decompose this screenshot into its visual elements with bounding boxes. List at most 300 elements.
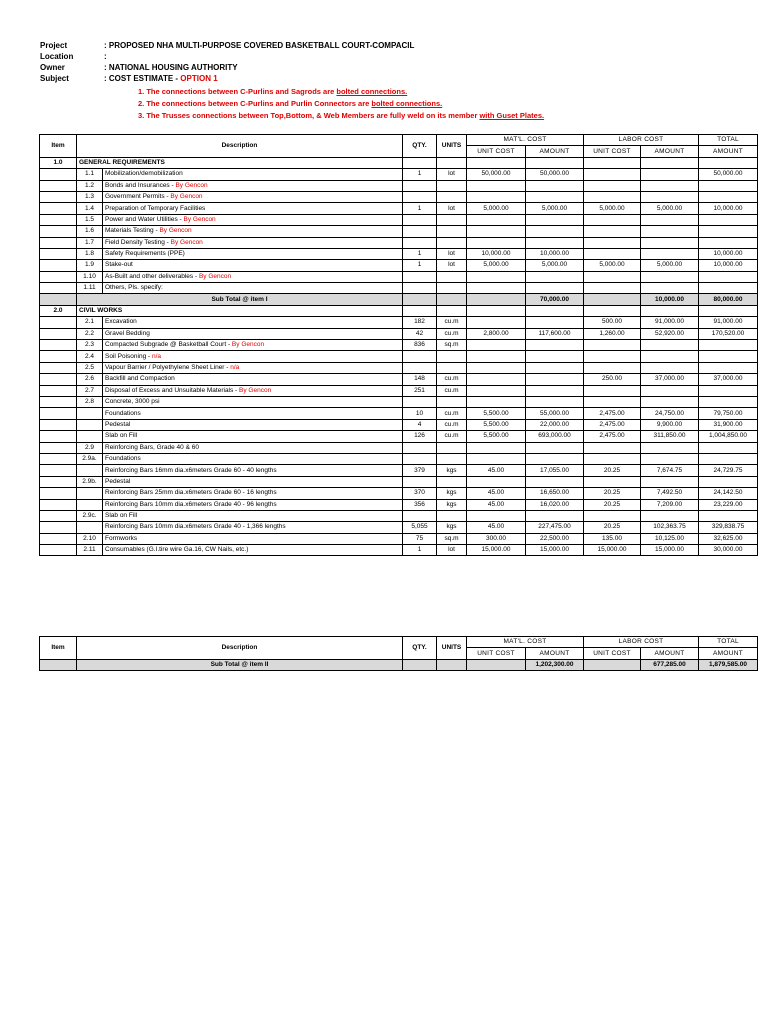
line-item-row bbox=[40, 408, 758, 419]
item-labor-unit-cost: 2,475.00 bbox=[584, 431, 641, 442]
item-description: Bonds and Insurances - By Gencon bbox=[103, 180, 403, 191]
item-units: lot bbox=[437, 248, 467, 259]
item-mat-amount: 17,055.00 bbox=[526, 465, 584, 476]
item-mat-unit-cost bbox=[467, 317, 526, 328]
item-units bbox=[437, 226, 467, 237]
item-number: 2.9c. bbox=[77, 510, 103, 521]
section-title: GENERAL REQUIREMENTS bbox=[77, 157, 403, 168]
item-qty bbox=[403, 191, 437, 202]
item-note: By Gencon bbox=[231, 341, 265, 349]
item-description: Formworks bbox=[103, 533, 403, 544]
col-item: Item bbox=[40, 135, 77, 158]
item-total bbox=[699, 385, 758, 396]
subtotal-labor: 10,000.00 bbox=[641, 294, 699, 305]
item-total bbox=[699, 226, 758, 237]
item-mat-amount: 16,650.00 bbox=[526, 488, 584, 499]
item-number bbox=[77, 499, 103, 510]
item-units: sq.m bbox=[437, 340, 467, 351]
header-row bbox=[40, 62, 414, 73]
item-units: cu.m bbox=[437, 374, 467, 385]
line-item-row bbox=[40, 317, 758, 328]
item-description: Excavation bbox=[103, 317, 403, 328]
item-labor-amount: 311,850.00 bbox=[641, 431, 699, 442]
item-mat-unit-cost bbox=[467, 510, 526, 521]
item-number: 2.7 bbox=[77, 385, 103, 396]
item-units bbox=[437, 237, 467, 248]
subtotal-label: Sub Total @ item II bbox=[77, 659, 403, 670]
item-mat-unit-cost bbox=[467, 374, 526, 385]
option-label: OPTION 1 bbox=[180, 74, 218, 83]
item-mat-amount: 227,475.00 bbox=[526, 522, 584, 533]
line-item-row bbox=[40, 442, 758, 453]
item-total: 31,900.00 bbox=[699, 419, 758, 430]
item-number: 2.4 bbox=[77, 351, 103, 362]
line-item-row bbox=[40, 522, 758, 533]
item-labor-amount: 37,000.00 bbox=[641, 374, 699, 385]
cell-empty bbox=[40, 408, 77, 419]
item-mat-amount: 5,000.00 bbox=[526, 260, 584, 271]
item-labor-amount: 10,125.00 bbox=[641, 533, 699, 544]
item-mat-amount bbox=[526, 374, 584, 385]
item-total: 24,729.75 bbox=[699, 465, 758, 476]
item-number: 2.2 bbox=[77, 328, 103, 339]
cell-empty bbox=[437, 294, 467, 305]
item-mat-amount: 16,020.00 bbox=[526, 499, 584, 510]
item-mat-amount bbox=[526, 396, 584, 407]
item-labor-unit-cost bbox=[584, 453, 641, 464]
cell-empty bbox=[40, 453, 77, 464]
cell-empty bbox=[40, 169, 77, 180]
item-labor-unit-cost bbox=[584, 214, 641, 225]
cell-empty bbox=[467, 659, 526, 670]
cell-empty bbox=[40, 180, 77, 191]
cell-empty bbox=[40, 191, 77, 202]
item-labor-unit-cost bbox=[584, 180, 641, 191]
item-description: Materials Testing - By Gencon bbox=[103, 226, 403, 237]
item-total bbox=[699, 453, 758, 464]
item-total bbox=[699, 476, 758, 487]
header-value: : PROPOSED NHA MULTI-PURPOSE COVERED BASKETBALL COURT-COMPACIL bbox=[104, 41, 415, 50]
item-description: Slab on Fill bbox=[103, 510, 403, 521]
item-labor-amount: 24,750.00 bbox=[641, 408, 699, 419]
cell-empty bbox=[403, 157, 437, 168]
item-mat-unit-cost: 15,000.00 bbox=[467, 545, 526, 556]
item-units bbox=[437, 476, 467, 487]
header-label: Subject bbox=[40, 74, 69, 83]
cell-empty bbox=[584, 294, 641, 305]
item-labor-amount: 7,209.00 bbox=[641, 499, 699, 510]
item-mat-amount: 50,000.00 bbox=[526, 169, 584, 180]
item-qty: 1 bbox=[403, 169, 437, 180]
item-labor-amount: 7,492.50 bbox=[641, 488, 699, 499]
item-total: 23,229.00 bbox=[699, 499, 758, 510]
col-qty: QTY. bbox=[403, 637, 437, 660]
item-labor-unit-cost bbox=[584, 237, 641, 248]
item-total bbox=[699, 283, 758, 294]
line-item-row bbox=[40, 453, 758, 464]
item-mat-unit-cost: 45.00 bbox=[467, 499, 526, 510]
item-qty: 75 bbox=[403, 533, 437, 544]
item-labor-amount: 9,900.00 bbox=[641, 419, 699, 430]
item-labor-unit-cost: 20.25 bbox=[584, 488, 641, 499]
cell-empty bbox=[40, 226, 77, 237]
item-note: By Gencon bbox=[159, 227, 192, 235]
item-total: 37,000.00 bbox=[699, 374, 758, 385]
item-mat-unit-cost bbox=[467, 396, 526, 407]
col-mat-amount: AMOUNT bbox=[526, 146, 584, 157]
line-item-row bbox=[40, 545, 758, 556]
subtotal-material: 1,202,300.00 bbox=[526, 659, 584, 670]
subtotal-material: 70,000.00 bbox=[526, 294, 584, 305]
item-units: lot bbox=[437, 203, 467, 214]
col-labor-unit-cost: UNIT COST bbox=[584, 146, 641, 157]
item-labor-amount bbox=[641, 180, 699, 191]
item-labor-unit-cost bbox=[584, 510, 641, 521]
line-item-row bbox=[40, 396, 758, 407]
item-total bbox=[699, 180, 758, 191]
item-labor-amount bbox=[641, 442, 699, 453]
item-total bbox=[699, 237, 758, 248]
item-mat-unit-cost: 5,500.00 bbox=[467, 431, 526, 442]
col-mat-cost: MAT'L. COST bbox=[467, 135, 584, 146]
item-mat-unit-cost bbox=[467, 283, 526, 294]
item-description: Gravel Bedding bbox=[103, 328, 403, 339]
header-value: : COST ESTIMATE - OPTION 1 bbox=[104, 74, 218, 83]
col-labor-amount: AMOUNT bbox=[641, 146, 699, 157]
item-total: 170,520.00 bbox=[699, 328, 758, 339]
item-units: lot bbox=[437, 260, 467, 271]
item-description: Preparation of Temporary Facilities bbox=[103, 203, 403, 214]
line-item-row bbox=[40, 465, 758, 476]
item-description: Government Permits - By Gencon bbox=[103, 191, 403, 202]
item-labor-unit-cost: 2,475.00 bbox=[584, 419, 641, 430]
item-labor-unit-cost bbox=[584, 191, 641, 202]
cell-empty bbox=[40, 510, 77, 521]
cell-empty bbox=[40, 419, 77, 430]
col-total: TOTAL bbox=[699, 637, 758, 648]
item-mat-amount bbox=[526, 442, 584, 453]
cell-empty bbox=[437, 305, 467, 316]
item-qty bbox=[403, 510, 437, 521]
item-labor-unit-cost: 20.25 bbox=[584, 522, 641, 533]
cell-empty bbox=[467, 305, 526, 316]
item-number: 2.6 bbox=[77, 374, 103, 385]
cell-empty bbox=[40, 351, 77, 362]
item-qty bbox=[403, 214, 437, 225]
item-mat-unit-cost: 45.00 bbox=[467, 488, 526, 499]
col-units: UNITS bbox=[437, 135, 467, 158]
line-item-row bbox=[40, 362, 758, 373]
item-qty: 5,055 bbox=[403, 522, 437, 533]
item-mat-unit-cost: 2,800.00 bbox=[467, 328, 526, 339]
col-labor-unit-cost: UNIT COST bbox=[584, 648, 641, 659]
cell-empty bbox=[467, 157, 526, 168]
item-labor-amount bbox=[641, 283, 699, 294]
item-total: 79,750.00 bbox=[699, 408, 758, 419]
cell-empty bbox=[40, 248, 77, 259]
item-labor-amount bbox=[641, 453, 699, 464]
item-qty bbox=[403, 453, 437, 464]
cell-empty bbox=[641, 157, 699, 168]
item-number: 1.1 bbox=[77, 169, 103, 180]
item-units: cu.m bbox=[437, 385, 467, 396]
item-mat-unit-cost bbox=[467, 362, 526, 373]
item-total bbox=[699, 442, 758, 453]
cell-empty bbox=[437, 157, 467, 168]
col-mat-amount: AMOUNT bbox=[526, 648, 584, 659]
item-labor-unit-cost: 20.25 bbox=[584, 465, 641, 476]
item-note: By Gencon bbox=[175, 181, 208, 189]
cell-empty bbox=[40, 499, 77, 510]
header-value: : bbox=[104, 52, 107, 61]
item-number: 2.3 bbox=[77, 340, 103, 351]
note-line: 2. The connections between C-Purlins and Purlin Connectors are bolted connections. bbox=[138, 99, 443, 108]
line-item-row bbox=[40, 351, 758, 362]
cell-empty bbox=[40, 214, 77, 225]
section-title: CIVIL WORKS bbox=[77, 305, 403, 316]
item-labor-unit-cost bbox=[584, 396, 641, 407]
item-mat-unit-cost bbox=[467, 191, 526, 202]
item-total bbox=[699, 351, 758, 362]
col-mat-unit-cost: UNIT COST bbox=[467, 146, 526, 157]
connection-notes bbox=[138, 86, 544, 122]
item-units bbox=[437, 442, 467, 453]
col-total-amount: AMOUNT bbox=[699, 146, 758, 157]
item-mat-amount bbox=[526, 351, 584, 362]
note-line: 3. The Trusses connections between Top,Bottom, & Web Members are fully weld on its member with Guset Plates. bbox=[138, 111, 545, 120]
cell-empty bbox=[40, 340, 77, 351]
cell-empty bbox=[40, 260, 77, 271]
item-qty: 4 bbox=[403, 419, 437, 430]
item-labor-unit-cost: 250.00 bbox=[584, 374, 641, 385]
item-total: 10,000.00 bbox=[699, 248, 758, 259]
item-labor-amount bbox=[641, 396, 699, 407]
item-total: 50,000.00 bbox=[699, 169, 758, 180]
item-description: Pedestal bbox=[103, 476, 403, 487]
line-item-row bbox=[40, 476, 758, 487]
cell-empty bbox=[40, 328, 77, 339]
item-labor-unit-cost bbox=[584, 340, 641, 351]
item-description: Vapour Barrier / Polyethylene Sheet Liner - n/a bbox=[103, 362, 403, 373]
item-total: 10,000.00 bbox=[699, 203, 758, 214]
col-units: UNITS bbox=[437, 637, 467, 660]
item-mat-amount bbox=[526, 340, 584, 351]
item-total bbox=[699, 191, 758, 202]
cell-empty bbox=[403, 294, 437, 305]
col-qty: QTY. bbox=[403, 135, 437, 158]
line-item-row bbox=[40, 488, 758, 499]
line-item-row bbox=[40, 419, 758, 430]
item-labor-amount bbox=[641, 237, 699, 248]
subtotal-row bbox=[40, 659, 758, 670]
cell-empty bbox=[641, 305, 699, 316]
summary-table bbox=[39, 636, 758, 671]
line-item-row bbox=[40, 431, 758, 442]
item-mat-unit-cost: 5,500.00 bbox=[467, 408, 526, 419]
item-labor-amount bbox=[641, 351, 699, 362]
item-total bbox=[699, 214, 758, 225]
item-labor-unit-cost: 2,475.00 bbox=[584, 408, 641, 419]
item-description: Foundations bbox=[103, 408, 403, 419]
item-mat-amount: 5,000.00 bbox=[526, 203, 584, 214]
item-number: 2.1 bbox=[77, 317, 103, 328]
subtotal-label: Sub Total @ item I bbox=[77, 294, 403, 305]
item-units bbox=[437, 510, 467, 521]
cell-empty bbox=[40, 283, 77, 294]
item-qty bbox=[403, 476, 437, 487]
line-item-row bbox=[40, 385, 758, 396]
item-units: kgs bbox=[437, 465, 467, 476]
item-mat-unit-cost: 10,000.00 bbox=[467, 248, 526, 259]
subtotal-total: 80,000.00 bbox=[699, 294, 758, 305]
item-labor-unit-cost: 135.00 bbox=[584, 533, 641, 544]
item-mat-amount bbox=[526, 317, 584, 328]
cell-empty bbox=[40, 237, 77, 248]
item-number: 1.7 bbox=[77, 237, 103, 248]
item-total: 32,625.00 bbox=[699, 533, 758, 544]
item-labor-amount: 15,000.00 bbox=[641, 545, 699, 556]
item-mat-unit-cost: 300.00 bbox=[467, 533, 526, 544]
item-description: Power and Water Utilities - By Gencon bbox=[103, 214, 403, 225]
item-labor-unit-cost: 15,000.00 bbox=[584, 545, 641, 556]
item-mat-amount: 15,000.00 bbox=[526, 545, 584, 556]
subtotal-row bbox=[40, 294, 758, 305]
item-number: 1.6 bbox=[77, 226, 103, 237]
item-qty: 126 bbox=[403, 431, 437, 442]
item-description: Reinforcing Bars 16mm dia.x6meters Grade 60 - 40 lengths bbox=[103, 465, 403, 476]
cell-empty bbox=[40, 442, 77, 453]
line-item-row bbox=[40, 237, 758, 248]
item-number bbox=[77, 408, 103, 419]
cell-empty bbox=[40, 362, 77, 373]
cell-empty bbox=[40, 396, 77, 407]
item-mat-amount bbox=[526, 180, 584, 191]
item-mat-unit-cost: 5,000.00 bbox=[467, 203, 526, 214]
item-total: 91,000.00 bbox=[699, 317, 758, 328]
item-labor-amount bbox=[641, 362, 699, 373]
cell-empty bbox=[699, 305, 758, 316]
item-units bbox=[437, 180, 467, 191]
item-units: kgs bbox=[437, 499, 467, 510]
item-qty: 182 bbox=[403, 317, 437, 328]
item-number bbox=[77, 419, 103, 430]
item-number: 2.9a. bbox=[77, 453, 103, 464]
document-header bbox=[40, 40, 414, 84]
item-qty bbox=[403, 283, 437, 294]
item-qty: 1 bbox=[403, 545, 437, 556]
col-labor-amount: AMOUNT bbox=[641, 648, 699, 659]
cell-empty bbox=[40, 294, 77, 305]
item-labor-amount bbox=[641, 385, 699, 396]
item-labor-amount: 91,000.00 bbox=[641, 317, 699, 328]
item-qty bbox=[403, 442, 437, 453]
item-number: 2.11 bbox=[77, 545, 103, 556]
item-qty: 1 bbox=[403, 260, 437, 271]
item-qty bbox=[403, 237, 437, 248]
item-mat-amount bbox=[526, 226, 584, 237]
item-mat-amount bbox=[526, 510, 584, 521]
item-units: cu.m bbox=[437, 328, 467, 339]
item-total: 329,838.75 bbox=[699, 522, 758, 533]
item-units bbox=[437, 191, 467, 202]
item-mat-amount: 22,500.00 bbox=[526, 533, 584, 544]
item-mat-unit-cost: 5,000.00 bbox=[467, 260, 526, 271]
cell-empty bbox=[40, 533, 77, 544]
cell-empty bbox=[40, 476, 77, 487]
item-mat-unit-cost: 50,000.00 bbox=[467, 169, 526, 180]
item-description: Reinforcing Bars 10mm dia.x6meters Grade 40 - 96 lengths bbox=[103, 499, 403, 510]
item-labor-unit-cost bbox=[584, 442, 641, 453]
item-mat-amount bbox=[526, 476, 584, 487]
line-item-row bbox=[40, 260, 758, 271]
cell-empty bbox=[40, 659, 77, 670]
item-note: By Gencon bbox=[198, 272, 232, 280]
item-total bbox=[699, 271, 758, 282]
item-labor-unit-cost: 5,000.00 bbox=[584, 260, 641, 271]
item-labor-unit-cost bbox=[584, 385, 641, 396]
cell-empty bbox=[40, 522, 77, 533]
item-mat-unit-cost bbox=[467, 442, 526, 453]
section-row bbox=[40, 305, 758, 316]
item-number bbox=[77, 488, 103, 499]
item-mat-unit-cost bbox=[467, 453, 526, 464]
item-labor-unit-cost bbox=[584, 271, 641, 282]
item-number bbox=[77, 522, 103, 533]
item-units bbox=[437, 283, 467, 294]
item-mat-amount bbox=[526, 237, 584, 248]
item-mat-amount: 22,000.00 bbox=[526, 419, 584, 430]
line-item-row bbox=[40, 203, 758, 214]
item-mat-unit-cost: 45.00 bbox=[467, 522, 526, 533]
item-number: 1.10 bbox=[77, 271, 103, 282]
note-emphasis: bolted connections. bbox=[336, 87, 408, 96]
item-number: 1.8 bbox=[77, 248, 103, 259]
item-note: By Gencon bbox=[239, 386, 272, 394]
line-item-row bbox=[40, 226, 758, 237]
subtotal-labor: 677,285.00 bbox=[641, 659, 699, 670]
note-emphasis: bolted connections. bbox=[371, 99, 443, 108]
line-item-row bbox=[40, 169, 758, 180]
item-qty: 836 bbox=[403, 340, 437, 351]
item-total bbox=[699, 362, 758, 373]
item-qty: 42 bbox=[403, 328, 437, 339]
cell-empty bbox=[526, 157, 584, 168]
item-labor-amount bbox=[641, 248, 699, 259]
item-mat-amount bbox=[526, 271, 584, 282]
col-labor-cost: LABOR COST bbox=[584, 135, 699, 146]
item-number: 2.9 bbox=[77, 442, 103, 453]
cell-empty bbox=[699, 157, 758, 168]
item-number: 2.5 bbox=[77, 362, 103, 373]
item-labor-unit-cost: 500.00 bbox=[584, 317, 641, 328]
item-number: 1.2 bbox=[77, 180, 103, 191]
item-total: 24,142.50 bbox=[699, 488, 758, 499]
note-emphasis: with Guset Plates. bbox=[479, 111, 545, 120]
item-description: Compacted Subgrade @ Basketball Court - By Gencon bbox=[103, 340, 403, 351]
item-note: By Gencon bbox=[170, 238, 203, 246]
item-description: Disposal of Excess and Unsuitable Materials - By Gencon bbox=[103, 385, 403, 396]
subtotal-total: 1,879,585.00 bbox=[699, 659, 758, 670]
line-item-row bbox=[40, 283, 758, 294]
line-item-row bbox=[40, 248, 758, 259]
item-number: 1.3 bbox=[77, 191, 103, 202]
item-description: Safety Requirements (PPE) bbox=[103, 248, 403, 259]
item-labor-unit-cost bbox=[584, 362, 641, 373]
item-note: By Gencon bbox=[170, 193, 203, 201]
item-description: Field Density Testing - By Gencon bbox=[103, 237, 403, 248]
item-labor-unit-cost bbox=[584, 283, 641, 294]
item-total bbox=[699, 340, 758, 351]
